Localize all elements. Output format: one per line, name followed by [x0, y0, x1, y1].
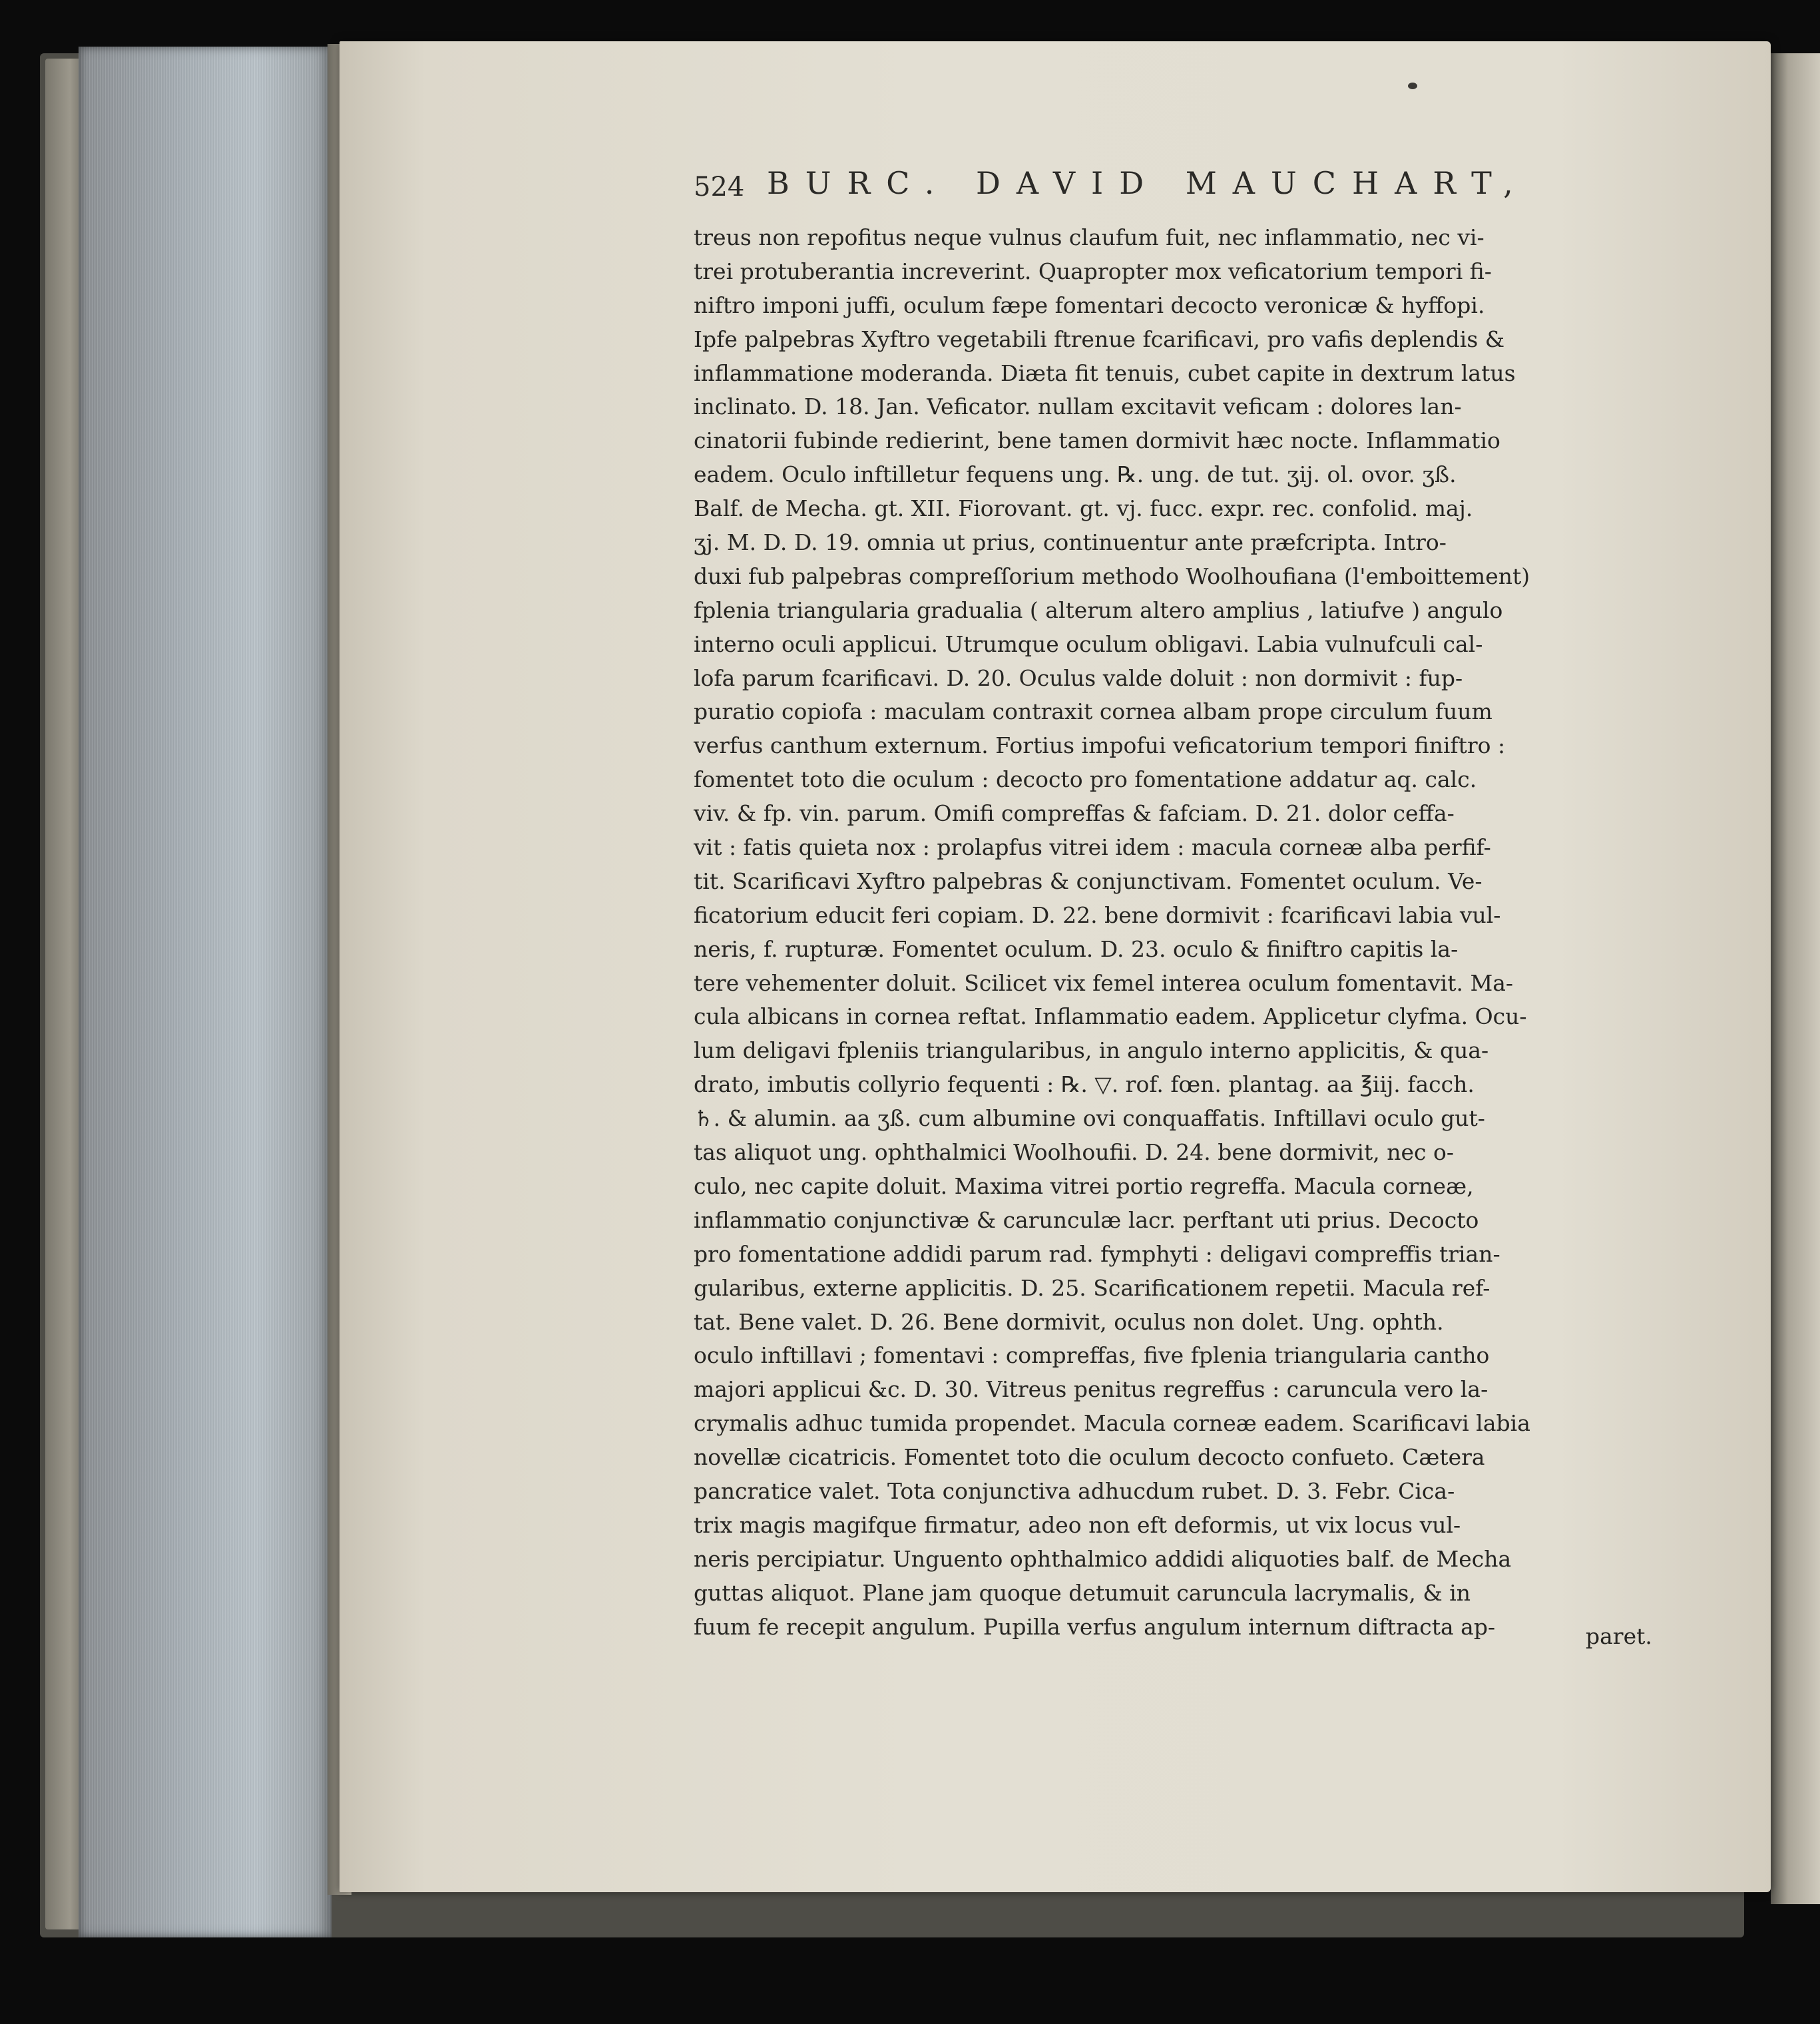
- text-line: culo, nec capite doluit. Maxima vitrei portio regreffa. Macula corneæ,: [694, 1172, 1474, 1199]
- text-line: verfus canthum externum. Fortius impofui veficatorium tempori finiftro :: [694, 732, 1506, 759]
- text-line: ♄. & alumin. aa ʒß. cum albumine ovi conquaffatis. Inftillavi oculo gut-: [694, 1105, 1485, 1132]
- text-line: novellæ cicatricis. Fomentet toto die oculum decocto confueto. Cætera: [694, 1444, 1485, 1471]
- text-line: gularibus, externe applicitis. D. 25. Scarificationem repetii. Macula ref-: [694, 1274, 1490, 1301]
- text-line: cula albicans in cornea reftat. Inflammatio eadem. Applicetur clyfma. Ocu-: [694, 1003, 1527, 1030]
- text-line: neris, f. rupturæ. Fomentet oculum. D. 23. oculo & finiftro capitis la-: [694, 935, 1459, 962]
- text-line: majori applicui &c. D. 30. Vitreus penitus regreffus : caruncula vero la-: [694, 1376, 1488, 1403]
- text-line: treus non repofitus neque vulnus claufum fuit, nec inflammatio, nec vi-: [694, 224, 1484, 250]
- text-line: ʒj. M. D. D. 19. omnia ut prius, continuentur ante præfcripta. Intro-: [694, 529, 1447, 556]
- facing-page-edge: [1771, 53, 1820, 1904]
- text-line: inflammatio conjunctivæ & carunculæ lacr. perftant uti prius. Decocto: [694, 1206, 1479, 1233]
- text-line: fplenia triangularia gradualia ( alterum altero amplius , latiufve ) angulo: [694, 597, 1503, 623]
- text-line: duxi fub palpebras compreſſorium methodo Woolhoufiana (l'emboittement): [694, 563, 1530, 589]
- running-head: [694, 165, 1679, 212]
- text-line: tat. Bene valet. D. 26. Bene dormivit, oculus non dolet. Ung. ophth.: [694, 1308, 1444, 1335]
- text-line: oculo inftillavi ; fomentavi : compreffas, five fplenia triangularia cantho: [694, 1342, 1490, 1369]
- text-line: guttas aliquot. Plane jam quoque detumuit caruncula lacrymalis, & in: [694, 1579, 1471, 1606]
- text-line: pancratice valet. Tota conjunctiva adhucdum rubet. D. 3. Febr. Cica-: [694, 1477, 1455, 1504]
- text-line: eadem. Oculo inftilletur fequens ung. ℞. ung. de tut. ʒij. ol. ovor. ʒß.: [694, 461, 1457, 488]
- text-line: fuum fe recepit angulum. Pupilla verfus angulum internum diftracta ap-: [694, 1613, 1496, 1640]
- running-head-title: BURC. DAVID MAUCHART,: [767, 165, 1529, 201]
- text-line: puratio copiofa : maculam contraxit cornea albam prope circulum fuum: [694, 698, 1492, 725]
- text-line: inclinato. D. 18. Jan. Veficator. nullam excitavit veficam : dolores lan-: [694, 393, 1462, 420]
- ink-speck: [1408, 83, 1417, 89]
- text-line: inflammatione moderanda. Diæta fit tenuis, cubet capite in dextrum latus: [694, 360, 1516, 386]
- text-line: crymalis adhuc tumida propendet. Macula corneæ eadem. Scarificavi labia: [694, 1410, 1530, 1437]
- catchword: paret.: [1586, 1623, 1652, 1649]
- text-line: lofa parum fcarificavi. D. 20. Oculus valde doluit : non dormivit : fup-: [694, 664, 1463, 691]
- text-line: viv. & fp. vin. parum. Omifi compreffas & fafciam. D. 21. dolor ceffa-: [694, 800, 1455, 827]
- text-line: tere vehementer doluit. Scilicet vix femel interea oculum fomentavit. Ma-: [694, 969, 1514, 996]
- text-line: Ipfe palpebras Xyftro vegetabili ftrenue fcarificavi, pro vafis deplendis &: [694, 326, 1505, 352]
- text-line: niftro imponi juffi, oculum fæpe fomentari decocto veronicæ & hyffopi.: [694, 292, 1485, 318]
- text-line: drato, imbutis collyrio fequenti : ℞. ▽. rof. fœn. plantag. aa ℥iij. facch.: [694, 1071, 1475, 1098]
- body-text: [694, 221, 1671, 1644]
- text-line: lum deligavi fpleniis triangularibus, in angulo interno applicitis, & qua-: [694, 1037, 1489, 1064]
- text-line: ficatorium educit feri copiam. D. 22. bene dormivit : fcarificavi labia vul-: [694, 901, 1501, 928]
- page-edges-stack: [79, 47, 332, 1937]
- text-line: tas aliquot ung. ophthalmici Woolhoufii. D. 24. bene dormivit, nec o-: [694, 1139, 1454, 1166]
- text-line: pro fomentatione addidi parum rad. fymphyti : deligavi compreffis trian-: [694, 1240, 1500, 1267]
- text-line: tit. Scarificavi Xyftro palpebras & conjunctivam. Fomentet oculum. Ve-: [694, 868, 1482, 894]
- text-line: interno oculi applicui. Utrumque oculum obligavi. Labia vulnufculi cal-: [694, 631, 1483, 657]
- text-line: trix magis magifque firmatur, adeo non eft deformis, ut vix locus vul-: [694, 1511, 1461, 1538]
- text-line: neris percipiatur. Unguento ophthalmico addidi aliquoties balf. de Mecha: [694, 1545, 1512, 1572]
- page-number: 524: [694, 172, 745, 202]
- text-line: Balf. de Mecha. gt. XII. Fiorovant. gt. vj. fucc. expr. rec. confolid. maj.: [694, 495, 1473, 522]
- text-line: vit : fatis quieta nox : prolapfus vitrei idem : macula corneæ alba perfif-: [694, 834, 1491, 861]
- text-line: trei protuberantia increverint. Quapropter mox veficatorium tempori fi-: [694, 258, 1492, 284]
- text-line: cinatorii fubinde redierint, bene tamen dormivit hæc nocte. Inflammatio: [694, 427, 1500, 454]
- text-line: fomentet toto die oculum : decocto pro fomentatione addatur aq. calc.: [694, 766, 1477, 793]
